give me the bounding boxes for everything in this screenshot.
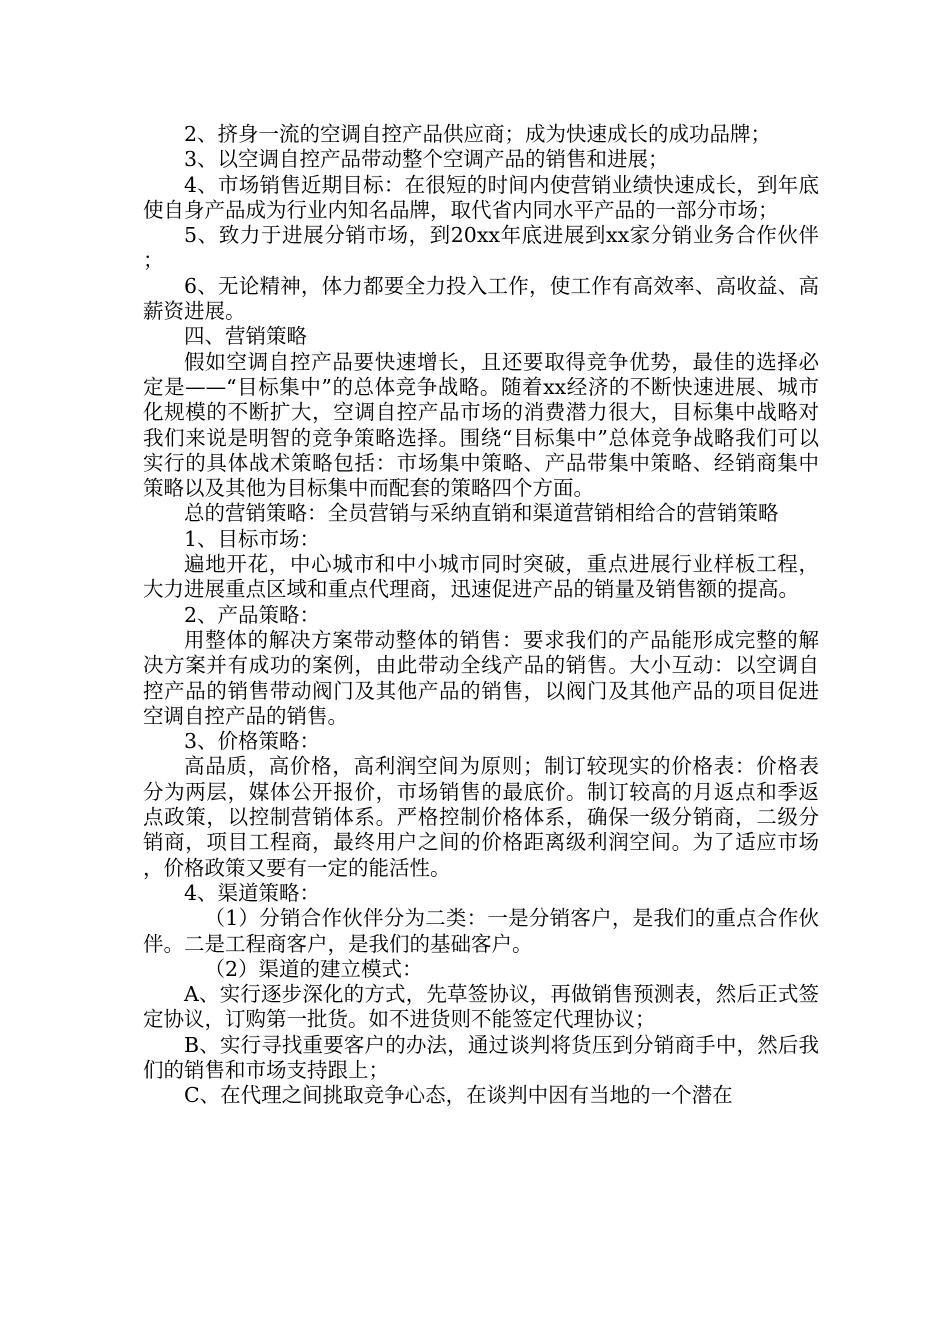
paragraph: A、实行逐步深化的方式，先草签协议，再做销售预测表，然后正式签定协议，订购第一批货。如不进货则不能签定代理协议； [143,982,819,1032]
paragraph: B、实行寻找重要客户的办法，通过谈判将货压到分销商手中，然后我们的销售和市场支持跟上； [143,1032,819,1082]
paragraph: 假如空调自控产品要快速增长，且还要取得竞争优势，最佳的选择必定是——“目标集中”的总体竞争战略。随着xx经济的不断快速进展、城市化规模的不断扩大，空调自控产品市场的消费潜力很大，目标集中战略对我们来说是明智的竞争策略选择。围绕“目标集中”总体竞争战略我们可以实行的具体战术策略包括：市场集中策略、产品带集中策略、经销商集中策略以及其他为目标集中而配套的策略四个方面。 [143,349,819,501]
paragraph: 3、以空调自控产品带动整个空调产品的销售和进展； [184,147,669,172]
document-page [143,122,819,1109]
section-heading: 四、营销策略 [184,324,307,349]
paragraph: 5、致力于进展分销市场，到20xx年底进展到xx家分销业务合作伙伴； [143,223,819,273]
paragraph: C、在代理之间挑取竞争心态，在谈判中因有当地的一个潜在 [184,1083,733,1108]
paragraph: 总的营销策略：全员营销与采纳直销和渠道营销相给合的营销策略 [184,501,779,526]
paragraph: 用整体的解决方案带动整体的销售：要求我们的产品能形成完整的解决方案并有成功的案例，由此带动全线产品的销售。大小互动：以空调自控产品的销售带动阀门及其他产品的销售，以阀门及其他产品的项目促进空调自控产品的销售。 [143,627,819,728]
subheading: 2、产品策略： [184,602,321,627]
subheading: 4、渠道策略： [184,880,321,905]
subheading: 3、价格策略： [184,729,321,754]
paragraph: 4、市场销售近期目标：在很短的时间内使营销业绩快速成长，到年底使自身产品成为行业内知名品牌，取代省内同水平产品的一部分市场； [143,172,819,222]
paragraph: 6、无论精神，体力都要全力投入工作，使工作有高效率、高收益、高薪资进展。 [143,273,819,324]
paragraph: （2）渠道的建立模式： [204,956,423,981]
subheading: 1、目标市场： [184,526,321,551]
paragraph: 遍地开花，中心城市和中小城市同时突破，重点进展行业样板工程，大力进展重点区域和重点代理商，迅速促进产品的销量及销售额的提高。 [143,552,819,602]
paragraph: （1）分销合作伙伴分为二类：一是分销客户，是我们的重点合作伙伴。二是工程商客户，是我们的基础客户。 [143,906,819,956]
paragraph: 2、挤身一流的空调自控产品供应商；成为快速成长的成功品牌； [184,122,772,146]
paragraph: 高品质，高价格，高利润空间为原则；制订较现实的价格表：价格表分为两层，媒体公开报价，市场销售的最底价。制订较高的月返点和季返点政策，以控制营销体系。严格控制价格体系，确保一级分销商，二级分销商，项目工程商，最终用户之间的价格距离级利润空间。为了适应市场，价格政策又要有一定的能活性。 [143,754,819,880]
